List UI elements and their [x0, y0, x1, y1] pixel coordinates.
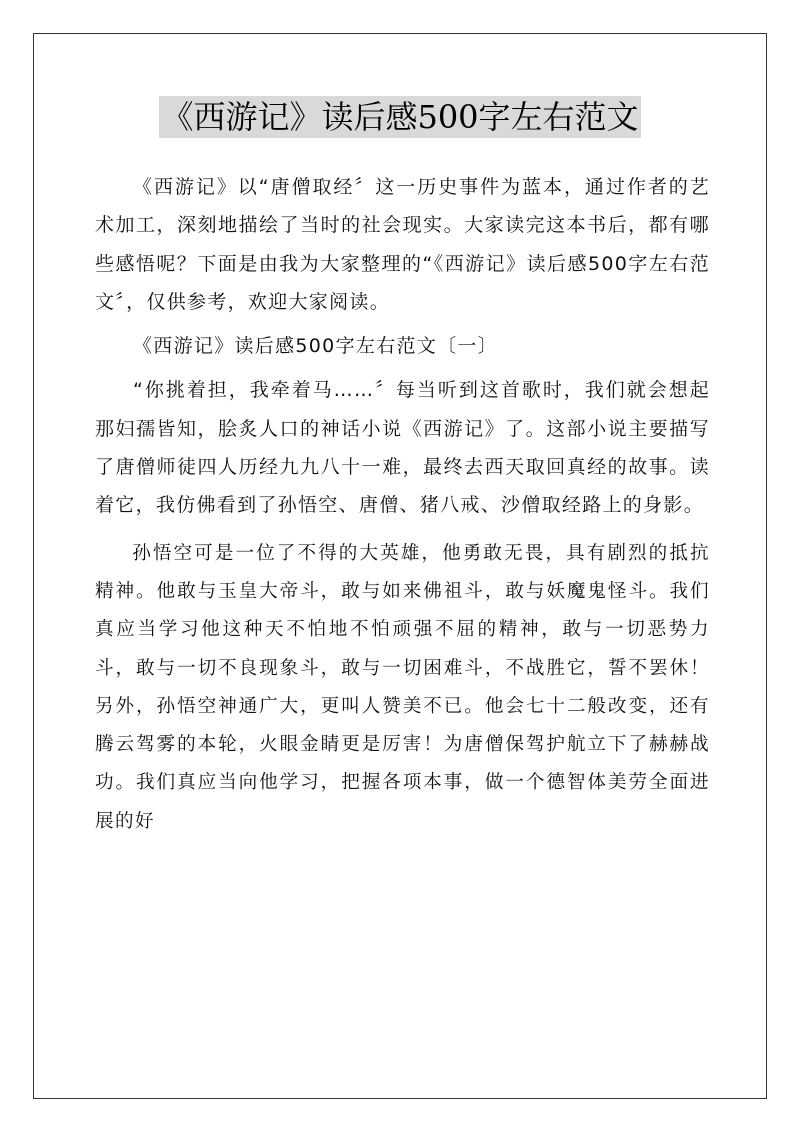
document-body	[95, 168, 710, 841]
document-title: 《西游记》读后感500字左右范文	[161, 98, 639, 136]
spacer	[95, 525, 710, 535]
intro-paragraph: 《西游记》以“唐僧取经〞这一历史事件为蓝本，通过作者的艺术加工，深刻地描绘了当时的社会现实。大家读完这本书后，都有哪些感悟呢？下面是由我为大家整理的“《西游记》读后感500字左右范文〞，仅供参考，欢迎大家阅读。	[95, 176, 710, 313]
title-container	[0, 96, 800, 138]
section-heading: 《西游记》读后感500字左右范文〔一〕	[133, 335, 498, 358]
body-paragraph: 孙悟空可是一位了不得的大英雄，他勇敢无畏，具有剧烈的抵抗精神。他敢与玉皇大帝斗，敢与如来佛祖斗，敢与妖魔鬼怪斗。我们真应当学习他这种天不怕地不怕顽强不屈的精神，敢与一切恶势力斗，敢与一切不良现象斗，敢与一切困难斗，不战胜它，誓不罢休！另外，孙悟空神通广大，更叫人赞美不已。他会七十二般改变，还有腾云驾雾的本轮，火眼金睛更是厉害！为唐僧保驾护航立下了赫赫战功。我们真应当向他学习，把握各项本事，做一个德智体美劳全面进展的好	[95, 542, 710, 832]
body-paragraph: “你挑着担，我牵着马……〞每当听到这首歌时，我们就会想起那妇孺皆知，脍炙人口的神话小说《西游记》了。这部小说主要描写了唐僧师徒四人历经九九八十一难，最终去西天取回真经的故事。读着它，我仿佛看到了孙悟空、唐僧、猪八戒、沙僧取经路上的身影。	[95, 379, 710, 517]
